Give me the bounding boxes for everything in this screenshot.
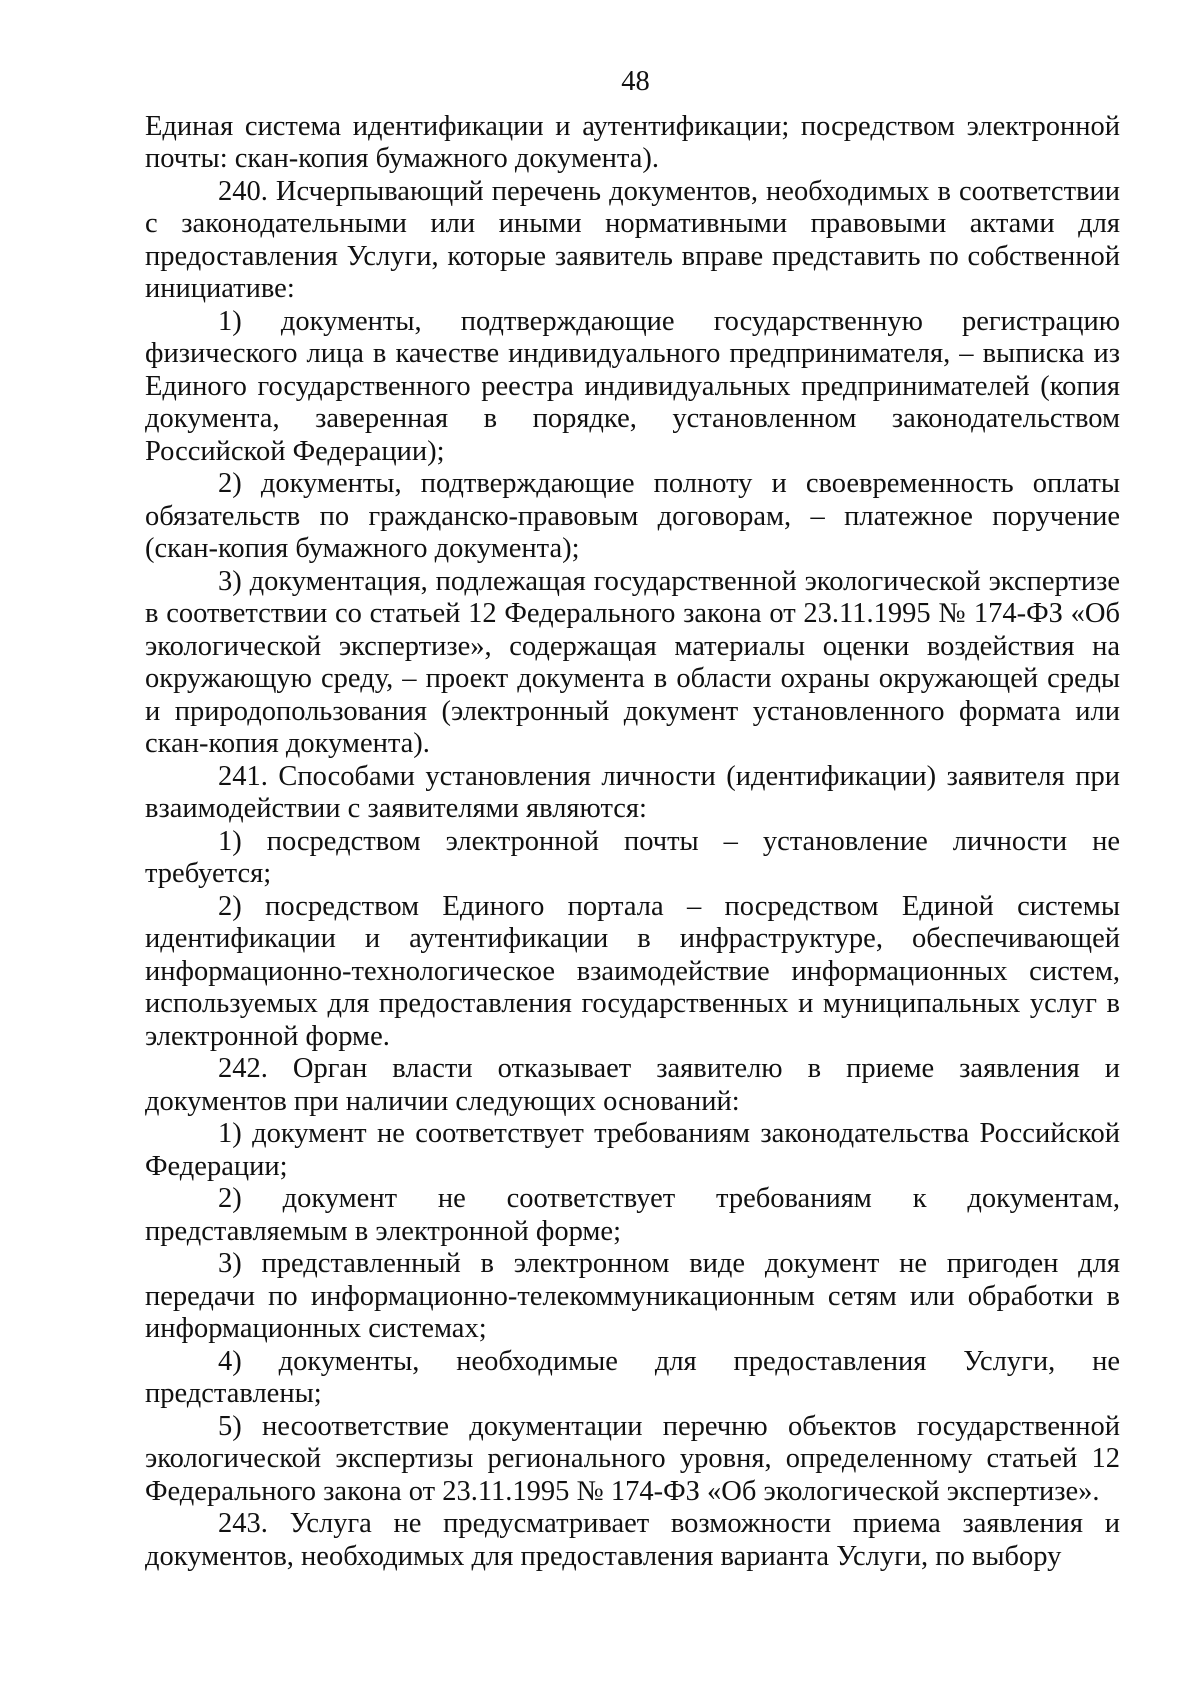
paragraph-240-item-1: 1) документы, подтверждающие государственную регистрацию физического лица в качестве индивидуального предпринимателя, – выписка из Единого государственного реестра индивидуальных предпринимателей (копия документа, заверенная в порядке, установленном законодательством Российской Федерации); xyxy=(145,305,1120,467)
paragraph-242-item-3: 3) представленный в электронном виде документ не пригоден для передачи по информационно-телекоммуникационным сетям или обработки в информационных системах; xyxy=(145,1248,1120,1344)
paragraph-241-item-1: 1) посредством электронной почты – установление личности не требуется; xyxy=(145,825,1120,889)
paragraph-242-item-2: 2) документ не соответствует требованиям к документам, представляемым в электронной форме; xyxy=(145,1183,1120,1247)
paragraph-242: 242. Орган власти отказывает заявителю в приеме заявления и документов при наличии следующих оснований: xyxy=(145,1053,1120,1117)
document-page xyxy=(145,66,1120,1573)
paragraph-240-item-3: 3) документация, подлежащая государственной экологической экспертизе в соответствии со статьей 12 Федерального закона от 23.11.1995 № 174-ФЗ «Об экологической экспертизе», содержащая материалы оценки воздействия на окружающую среду, – проект документа в области охраны окружающей среды и природопользования (электронный документ установленного формата или скан-копия документа). xyxy=(145,565,1120,759)
paragraph-241: 241. Способами установления личности (идентификации) заявителя при взаимодействии с заявителями являются: xyxy=(145,760,1120,824)
paragraph-243: 243. Услуга не предусматривает возможности приема заявления и документов, необходимых для предоставления варианта Услуги, по выбору xyxy=(145,1508,1120,1572)
paragraph-240: 240. Исчерпывающий перечень документов, необходимых в соответствии с законодательными или иными нормативными правовыми актами для предоставления Услуги, которые заявитель вправе представить по собственной инициативе: xyxy=(145,175,1120,304)
paragraph-242-item-1: 1) документ не соответствует требованиям законодательства Российской Федерации; xyxy=(145,1118,1120,1182)
paragraph-242-item-5: 5) несоответствие документации перечню объектов государственной экологической экспертизы регионального уровня, определенному статьей 12 Федерального закона от 23.11.1995 № 174-ФЗ «Об экологической экспертизе». xyxy=(145,1410,1120,1507)
paragraph-242-item-4: 4) документы, необходимые для предоставления Услуги, не представлены; xyxy=(145,1345,1120,1409)
page-number: 48 xyxy=(621,66,650,97)
paragraph-continuation: Единая система идентификации и аутентификации; посредством электронной почты: скан-копия бумажного документа). xyxy=(145,110,1120,174)
paragraph-241-item-2: 2) посредством Единого портала – посредством Единой системы идентификации и аутентификации в инфраструктуре, обеспечивающей информационно-технологическое взаимодействие информационных систем, используемых для предоставления государственных и муниципальных услуг в электронной форме. xyxy=(145,890,1120,1052)
paragraph-240-item-2: 2) документы, подтверждающие полноту и своевременность оплаты обязательств по гражданско-правовым договорам, – платежное поручение (скан-копия бумажного документа); xyxy=(145,468,1120,564)
